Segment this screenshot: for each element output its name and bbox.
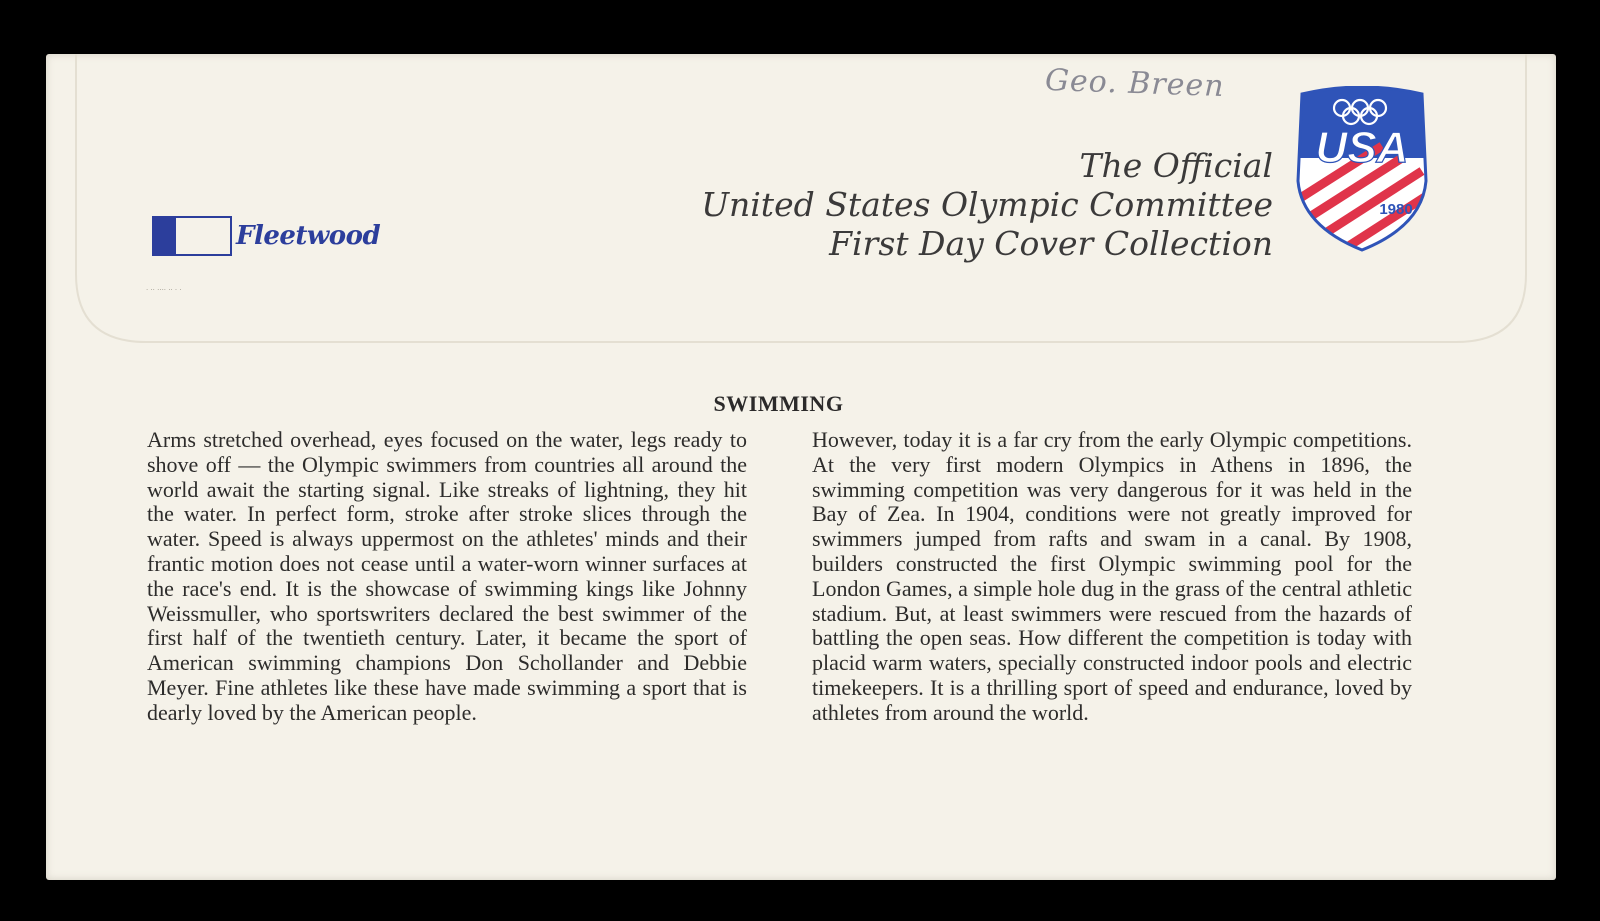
print-specks: · ·· ···· ·· · ·	[146, 286, 182, 294]
fleetwood-logo	[152, 214, 380, 258]
cover-title	[673, 146, 1273, 263]
article-column-right	[812, 428, 1412, 726]
article-column-left	[147, 428, 747, 726]
fleetwood-box-icon	[152, 216, 232, 256]
fleetwood-wordmark: Fleetwood	[236, 221, 381, 251]
title-line-1: The Official	[1079, 146, 1273, 185]
emblem-usa-text: USA	[1315, 123, 1409, 172]
title-line-3: First Day Cover Collection	[829, 224, 1273, 263]
envelope-back	[46, 54, 1556, 880]
autograph-signature: Geo. Breen	[1044, 62, 1226, 105]
usa-olympic-shield-emblem	[1292, 86, 1432, 252]
emblem-year: 1980	[1379, 201, 1413, 218]
article-heading: SWIMMING	[713, 391, 844, 416]
title-line-2: United States Olympic Committee	[701, 185, 1273, 224]
article-paragraph-right: However, today it is a far cry from the early Olympic competitions. At the very first modern Olympics in Athens in 1896, the swimming competition was very dangerous for it was held in the Bay of Zea. In 1904, conditions were not greatly improved for swimmers jumped from rafts and swam in a canal. By 1908, builders constructed the first Olympic swimming pool for the London Games, a simple hole dug in the grass of the central athletic stadium. But, at least swimmers were rescued from the hazards of battling the open seas. How different the competition is today with placid warm waters, specially constructed indoor pools and electric timekeepers. It is a thrilling sport of speed and endurance, loved by athletes from around the world.	[812, 427, 1412, 725]
article-paragraph-left: Arms stretched overhead, eyes focused on the water, legs ready to shove off — the Olympic swimmers from countries all around the world await the starting signal. Like streaks of lightning, they hit the water. In perfect form, stroke after stroke slices through the water. Speed is always uppermost on the athletes' minds and their frantic motion does not cease until a water-worn winner surfaces at the race's end. It is the showcase of swimming kings like Johnny Weissmuller, who sportswriters declared the best swimmer of the first half of the twentieth century. Later, it became the sport of American swimming champions Don Schollander and Debbie Meyer. Fine athletes like these have made swimming a sport that is dearly loved by the American people.	[147, 427, 747, 725]
